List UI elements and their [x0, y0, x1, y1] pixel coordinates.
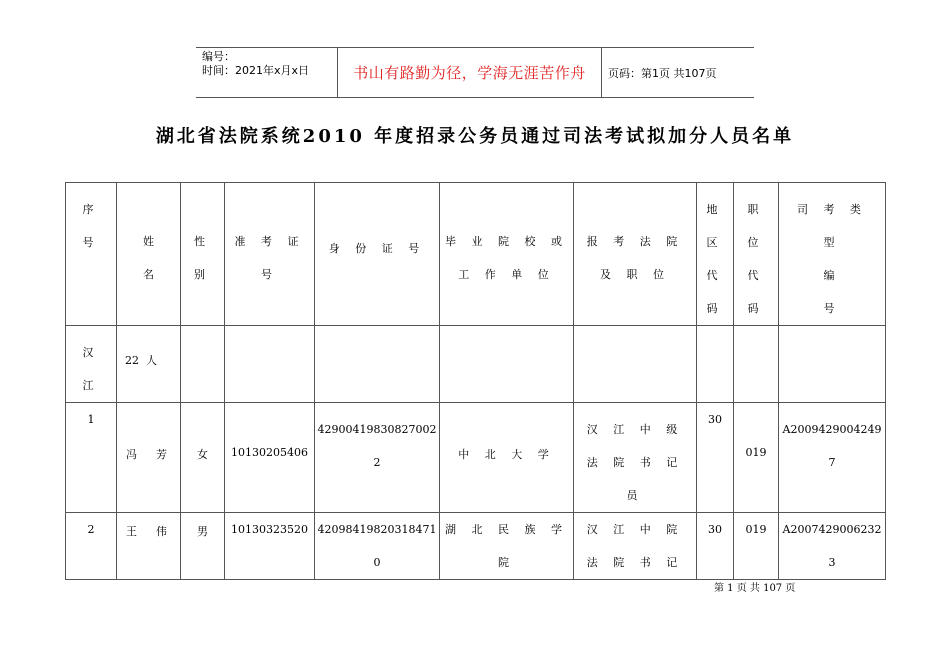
header-text: 号 — [823, 302, 841, 315]
number-label: 编号： — [202, 50, 235, 63]
header-seq — [66, 183, 117, 326]
cell-id — [315, 403, 440, 513]
header-text: 编 — [823, 269, 841, 282]
document-title: 湖北省法院系统2010 年度招录公务员通过司法考试拟加分人员名单 — [155, 126, 795, 147]
court-value: 员 — [626, 489, 644, 502]
page-footer: 第 1 页 共 107 页 — [714, 583, 796, 594]
cell-region — [697, 403, 734, 513]
header-position — [734, 183, 779, 326]
header-ticket — [225, 183, 315, 326]
id-value: 420984198203184710 — [317, 523, 437, 569]
table-header-row — [66, 183, 886, 326]
header-exam — [779, 183, 886, 326]
group-region-cell — [66, 326, 117, 403]
header-meta — [202, 50, 309, 78]
school-value: 院 — [498, 556, 515, 569]
name-value: 冯 芳 — [126, 448, 171, 461]
position-value: 019 — [745, 523, 767, 536]
cell-id — [315, 513, 440, 580]
table-row — [66, 513, 886, 580]
header-text: 代 — [747, 269, 765, 282]
cell-position — [734, 513, 779, 580]
empty-cell — [697, 326, 734, 403]
group-count-cell — [117, 326, 181, 403]
court-value: 汉 江 中 级 — [586, 423, 684, 436]
region-value: 30 — [708, 413, 722, 426]
header-text: 名 — [143, 268, 160, 281]
header-text: 号 — [82, 236, 100, 249]
empty-cell — [315, 326, 440, 403]
empty-cell — [779, 326, 886, 403]
cell-region — [697, 513, 734, 580]
court-value: 法 院 书 记 — [586, 556, 684, 569]
header-text: 报 考 法 院 — [586, 235, 684, 248]
cell-name — [117, 513, 181, 580]
court-value: 法 院 书 记 — [586, 456, 684, 469]
header-text: 职 — [747, 203, 765, 216]
seq-value: 2 — [87, 523, 95, 536]
exam-value: A20094290042497 — [782, 423, 882, 469]
empty-cell — [440, 326, 574, 403]
empty-cell — [574, 326, 697, 403]
header-gender — [181, 183, 225, 326]
region-value: 30 — [708, 523, 722, 536]
header-school — [440, 183, 574, 326]
empty-cell — [225, 326, 315, 403]
group-region-text: 江 — [82, 379, 100, 392]
header-text: 位 — [747, 236, 765, 249]
header-page-info: 页码：第1页 共107页 — [608, 67, 717, 80]
header-text: 及 职 位 — [600, 268, 670, 281]
gender-value: 男 — [197, 525, 208, 538]
cell-ticket — [225, 403, 315, 513]
header-text: 姓 — [143, 235, 160, 248]
header-divider — [601, 48, 602, 97]
cell-seq — [66, 513, 117, 580]
cell-name — [117, 403, 181, 513]
header-region — [697, 183, 734, 326]
header-text: 区 — [706, 236, 724, 249]
header-text: 型 — [823, 236, 841, 249]
header-text: 代 — [706, 269, 724, 282]
seq-value: 1 — [87, 413, 95, 426]
school-value: 湖 北 民 族 学 — [445, 523, 568, 536]
cell-ticket — [225, 513, 315, 580]
header-text: 别 — [194, 268, 211, 281]
header-text: 准 考 证 — [234, 235, 305, 248]
header-text: 序 — [82, 203, 100, 216]
group-row — [66, 326, 886, 403]
header-text: 码 — [706, 302, 724, 315]
position-value: 019 — [745, 446, 767, 459]
header-motto: 书山有路勤为径，学海无涯苦作舟 — [353, 64, 586, 82]
cell-court — [574, 403, 697, 513]
page-header — [196, 47, 754, 98]
cell-school — [440, 513, 574, 580]
header-text: 工 作 单 位 — [458, 268, 555, 281]
header-name — [117, 183, 181, 326]
header-text: 司 考 类 — [797, 203, 867, 216]
cell-court — [574, 513, 697, 580]
school-value: 中 北 大 学 — [458, 448, 555, 461]
ticket-value: 10130205406 — [231, 446, 308, 459]
empty-cell — [734, 326, 779, 403]
gender-value: 女 — [197, 448, 208, 461]
header-id — [315, 183, 440, 326]
header-text: 性 — [194, 235, 211, 248]
header-text: 号 — [261, 268, 278, 281]
group-count: 22 人 — [125, 354, 157, 367]
name-value: 王 伟 — [126, 525, 171, 538]
header-text: 身 份 证 号 — [328, 242, 426, 255]
cell-exam — [779, 513, 886, 580]
cell-gender — [181, 513, 225, 580]
id-value: 429004198308270022 — [317, 423, 437, 469]
ticket-value: 10130323520 — [231, 523, 308, 536]
group-region-text: 汉 — [82, 346, 100, 359]
exam-value: A20074290062323 — [782, 523, 882, 569]
cell-gender — [181, 403, 225, 513]
court-value: 汉 江 中 院 — [586, 523, 684, 536]
date-label: 时间：2021年x月x日 — [202, 64, 310, 77]
cell-school — [440, 403, 574, 513]
header-text: 码 — [747, 302, 765, 315]
cell-position — [734, 403, 779, 513]
empty-cell — [181, 326, 225, 403]
header-court — [574, 183, 697, 326]
roster-table — [65, 182, 886, 580]
cell-seq — [66, 403, 117, 513]
header-text: 地 — [706, 203, 724, 216]
cell-exam — [779, 403, 886, 513]
table-row — [66, 403, 886, 513]
header-text: 毕 业 院 校 或 — [445, 235, 568, 248]
